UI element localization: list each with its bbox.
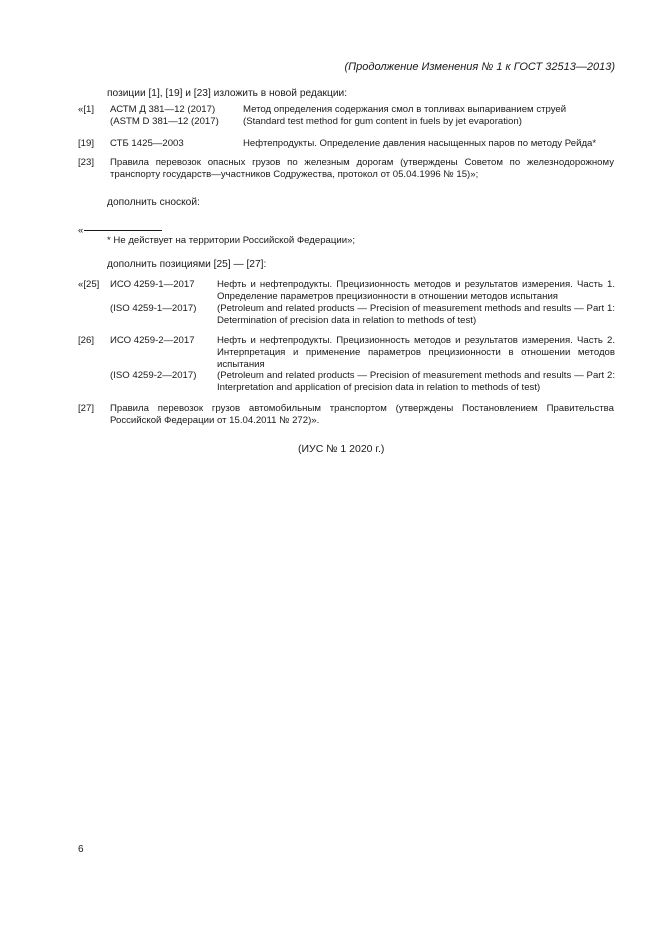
ref-title-26: Нефть и нефтепродукты. Прецизионность методов и результатов измерения. Часть 2. Интерпретация и применение параметров прецизионности в отношении методов испытания — [217, 335, 615, 370]
footnote-text: * Не действует на территории Российской Федерации»; — [107, 235, 356, 246]
ref-number-25: «[25] — [78, 279, 100, 290]
ref-title-en-25: (Petroleum and related products — Precision of measurement methods and results — Part 1: Determination of precision data in relation to methods of test) — [217, 303, 615, 326]
ref-title-25: Нефть и нефтепродукты. Прецизионность методов и результатов измерения. Часть 1. Определение параметров прецизионности в отношении методов испытания — [217, 279, 615, 302]
ref-code-19: СТБ 1425—2003 — [110, 138, 184, 149]
ref-title-en-1: (Standard test method for gum content in fuels by jet evaporation) — [243, 116, 522, 127]
ius-reference: (ИУС № 1 2020 г.) — [298, 443, 385, 455]
footnote-rule — [84, 230, 162, 231]
page-number: 6 — [78, 844, 84, 855]
ref-code-26: ИСО 4259-2—2017 — [110, 335, 195, 346]
instruction-replace: позиции [1], [19] и [23] изложить в новой редакции: — [107, 88, 348, 99]
ref-code-en-25: (ISO 4259-1—2017) — [110, 303, 197, 314]
page-header: (Продолжение Изменения № 1 к ГОСТ 32513—2013) — [344, 61, 615, 73]
ref-title-1: Метод определения содержания смол в топливах выпариванием струей — [243, 104, 567, 115]
ref-code-1: АСТМ Д 381—12 (2017) — [110, 104, 216, 115]
instruction-add-positions: дополнить позициями [25] — [27]: — [107, 259, 267, 270]
ref-number-1: «[1] — [78, 104, 95, 115]
ref-code-en-1: (ASTM D 381—12 (2017) — [110, 116, 219, 127]
ref-code-25: ИСО 4259-1—2017 — [110, 279, 195, 290]
ref-number-26: [26] — [78, 335, 95, 346]
ref-title-en-26: (Petroleum and related products — Precision of measurement methods and results — Part 2: Interpretation and application of precision data in relation to methods of test) — [217, 370, 615, 393]
instruction-add-footnote: дополнить сноской: — [107, 197, 200, 208]
ref-number-23: [23] — [78, 157, 95, 168]
footnote-open-quote: « — [78, 225, 84, 236]
ref-code-en-26: (ISO 4259-2—2017) — [110, 370, 197, 381]
ref-text-23: Правила перевозок опасных грузов по железным дорогам (утверждены Советом по железнодорожному транспорту государств—участников Содружества, протокол от 05.04.1996 № 15)»; — [110, 157, 614, 180]
ref-text-27: Правила перевозок грузов автомобильным транспортом (утверждены Постановлением Правительства Российской Федерации от 15.04.2011 № 272)». — [110, 403, 614, 426]
ref-number-27: [27] — [78, 403, 95, 414]
ref-number-19: [19] — [78, 138, 95, 149]
ref-title-19: Нефтепродукты. Определение давления насыщенных паров по методу Рейда* — [243, 138, 597, 149]
